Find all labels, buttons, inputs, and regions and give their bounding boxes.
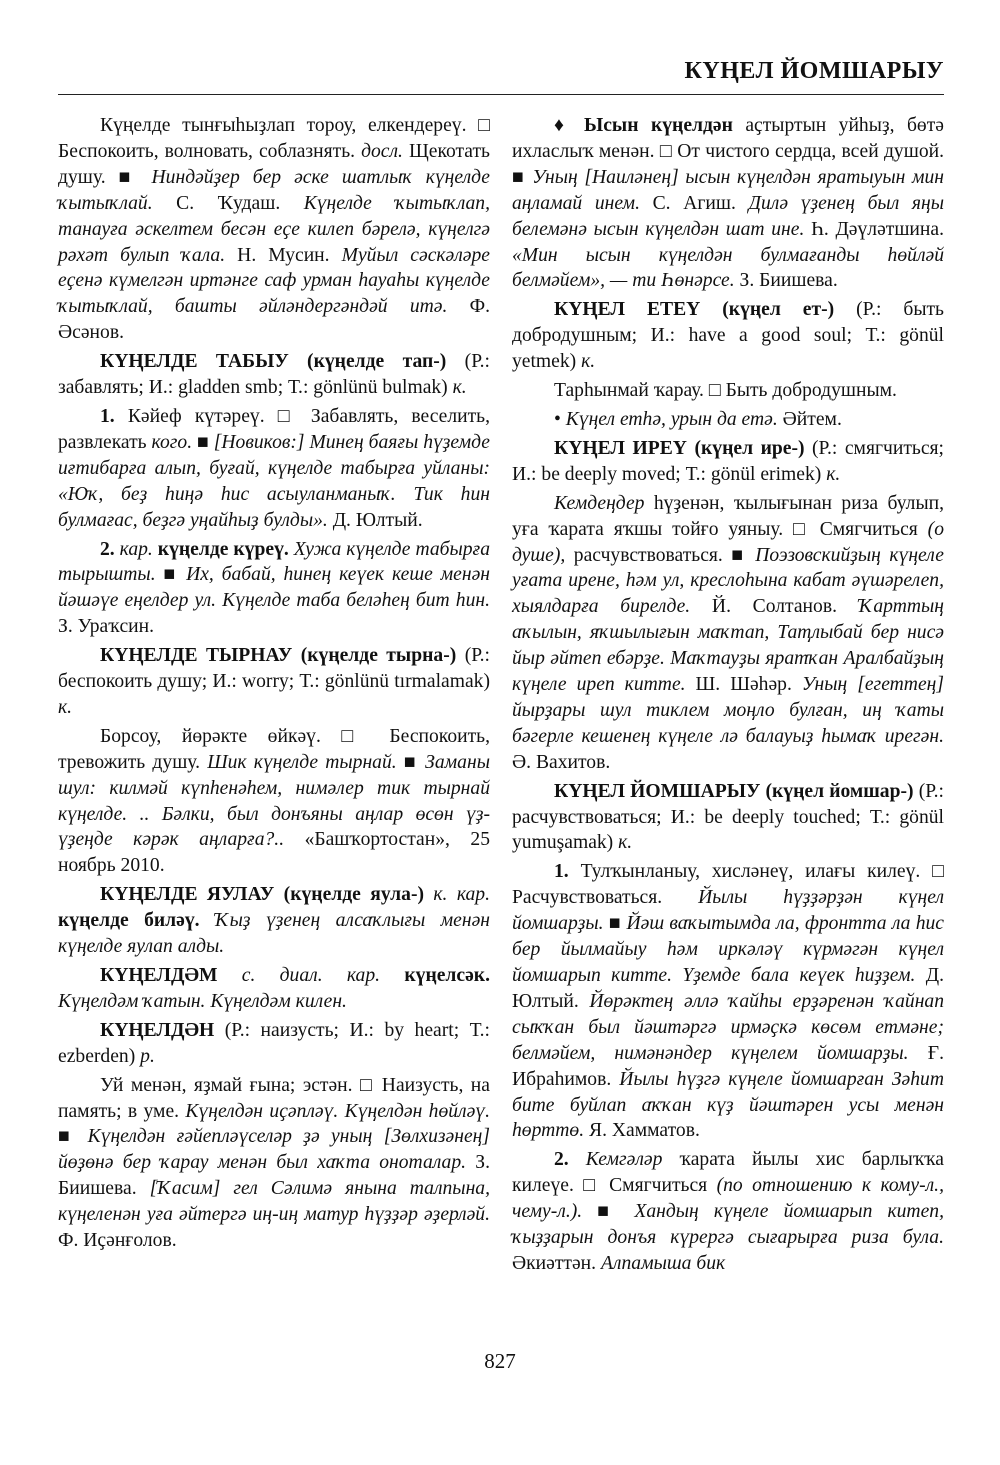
dictionary-entry xyxy=(512,1147,944,1277)
entry-text: «Башҡортостан», 25 ноябрь 2010. xyxy=(58,829,490,877)
entry-text: Быть добродушным. xyxy=(720,380,897,402)
entry-text: Әкиәттән. xyxy=(512,1252,601,1274)
entry-text: □ xyxy=(478,115,490,136)
italic-text: Дилә үҙенең был яңы белемәнә ысын күңелдән шат ине. xyxy=(512,192,944,240)
italic-text: к. xyxy=(58,696,73,718)
dictionary-entry xyxy=(58,1018,490,1070)
italic-text: р. xyxy=(140,1045,155,1067)
entry-text: Ш. Шәһәр. xyxy=(685,674,802,696)
italic-text: Күңел етһә, урын да етә. xyxy=(565,408,778,430)
dictionary-entry xyxy=(512,378,944,404)
entry-text: □ xyxy=(793,518,810,540)
example-marker: ■ xyxy=(403,751,418,773)
dictionary-entry xyxy=(512,297,944,375)
italic-text: Күңелде ҡытыҡлап, танауға әскелтем бесән еҫе килеп бәрелә, күңелгә рәхәт булып ҡала. xyxy=(58,192,490,266)
dictionary-entry xyxy=(58,724,490,879)
headword: КҮҢЕЛ ЕТЕҮ (күңел ет-) xyxy=(554,299,835,321)
running-title: КҮҢЕЛ ЙОМШАРЫУ xyxy=(684,58,944,84)
headword: КҮҢЕЛДЕ ТЫРНАУ (күңелде тырна-) xyxy=(100,645,457,667)
entry-text: Я. Хамматов. xyxy=(584,1120,700,1142)
italic-text: Күңелдәм ҡатын. Күңелдәм килен. xyxy=(58,990,347,1012)
entry-text: Наизусть, на память; в уме. xyxy=(58,1074,490,1122)
italic-text: к. xyxy=(581,351,596,373)
italic-text: [Новиков:] Минең баяғы һүҙемде иғтибарға алып, буғай, күңелде табырға уйланы: «Юҡ, беҙ һиңә һис асыуланманыҡ. Тик һин булмағас, беҙгә уңайһыҙ булды». xyxy=(58,431,490,531)
entry-text: Й. Солтанов. xyxy=(690,596,859,618)
italic-text: [Ҡасим] гел Сәлимә янына талпына, күңеленән уға әйтергә иң-иң матур һүҙҙәр әҙерләй. xyxy=(58,1178,490,1226)
entry-text: Ф. Иҫәнғолов. xyxy=(58,1230,177,1252)
italic-text: «Мин ысын күңелдән булмағанды һөйләй белмәйем», — ти Һөнәрсе. xyxy=(512,244,944,292)
page-number: 827 xyxy=(484,1349,516,1373)
italic-text: Ҡарттың аҡылын, яҡшылығын маҡтап, Таҭлыбай бер нисә йыр әйтеп ебәрҙе. Маҡтауҙы яратҡан Аралбайҙың күңеле иреп китте. xyxy=(512,596,944,696)
entry-text: □ xyxy=(932,861,944,883)
headword: КҮҢЕЛДӘН xyxy=(100,1019,215,1041)
dictionary-entry xyxy=(512,859,944,1144)
entry-text: □ xyxy=(277,405,298,427)
entry-text: Щекотать душу. xyxy=(58,140,490,188)
entry-text: Тарһынмай ҡарау. xyxy=(554,380,709,402)
entry-text: Һ. Дәүләтшина. xyxy=(804,218,944,240)
right-column xyxy=(512,113,944,1277)
entry-text: һүҙенән, ҡылығынан риза булып, уға ҡарата яҡшы тойғо уяныу. xyxy=(512,492,944,540)
dictionary-entry xyxy=(58,643,490,721)
entry-text: Расчувствоваться. xyxy=(512,887,699,909)
italic-text: к. xyxy=(826,463,841,485)
dictionary-entry xyxy=(58,537,490,641)
headword: 2. xyxy=(554,1149,569,1171)
example-marker: ■ xyxy=(512,166,526,188)
entry-text: □ xyxy=(659,140,673,162)
entry-text: ҡарата йылы хис барлыҡҡа килеүе. xyxy=(512,1149,945,1197)
italic-text: Хандың күңеле йомшарып китеп, ҡыҙҙарын донъя күрергә сығарырға риза була. xyxy=(512,1201,944,1249)
headword: КҮҢЕЛ ЙОМШАРЫУ (күңел йомшар-) xyxy=(554,780,914,802)
dictionary-entry xyxy=(58,963,490,1015)
example-marker: ■ xyxy=(58,1126,77,1148)
italic-text: Их, бабай, һинең кеүек кеше менән йәшәүе еңелдер ул. Күңелде таба беләһең бит һин. xyxy=(58,564,490,612)
italic-text: Поэзовскийҙың күңеле уғата ирене, һәм ул, креслоһына кабат әүшәрелеп, хыялдарға бирелде. xyxy=(512,544,944,618)
entry-text: Беспокоить, тревожить душу. xyxy=(58,725,490,773)
entry-text: расчувствоваться. xyxy=(565,544,732,566)
entry-text: Ф. Әсәнов. xyxy=(58,296,491,344)
entry-text: С. Ҡудаш. xyxy=(152,192,304,214)
dictionary-entry xyxy=(58,404,490,534)
headword: КҮҢЕЛДЕ ТАБЫУ (күңелде тап-) xyxy=(100,351,447,373)
italic-text: Ҡыҙ үҙенең алсаҡлығы менән күңелде яулап алды. xyxy=(58,910,490,958)
italic-text: кар. xyxy=(114,538,153,560)
italic-text: Заманы шул: килмәй күпһенәһем, нимәлер тик тырнай күңелде. .. Бәлки, был донъяны аңлар өсөн үҙ-үҙеңде кәрәк аңларға?.. xyxy=(58,751,490,851)
headword: КҮҢЕЛ ИРЕҮ (күңел ире-) xyxy=(554,437,805,459)
dictionary-entry xyxy=(512,113,944,294)
entry-text: □ xyxy=(708,380,721,402)
entry-text: Беспокоить, волновать, соблазнять. xyxy=(58,140,362,162)
entry-text: Забавлять, веселить, развлекать xyxy=(58,405,490,453)
left-column xyxy=(58,113,490,1254)
headword: 2. xyxy=(100,538,115,560)
entry-text: ♦ xyxy=(554,115,584,136)
entry-text: (Р.: беспокоить душу; И.: worry; Т.: gönlünü tırmalamak) xyxy=(58,645,491,693)
dictionary-entry xyxy=(512,491,944,776)
entry-text: Уй менән, яҙмай ғына; эстән. xyxy=(100,1074,360,1096)
italic-text: кого. xyxy=(151,431,193,453)
headword: 1. xyxy=(554,861,569,883)
dictionary-entry xyxy=(58,882,490,960)
italic-text: Йөрәктең әллә ҡайһы ерҙәренән ҡайнап сыҡҡан был йәштәргә ирмәҫкә көсөм етмәне; белмәйем, нимәнәндер күңелем йомшарҙы. xyxy=(512,990,945,1064)
entry-text: • xyxy=(554,408,566,430)
italic-text: с. диал. кар. xyxy=(217,965,381,986)
italic-text: Уның [егеттең] йырҙары шул тиклем моңло булған, иң ҡаты бәгерле кешенең күңеле лә балауыҙ һымаҡ ирегән. xyxy=(512,674,944,747)
entry-text: (Р.: расчувствоваться; И.: be deeply touched; Т.: gönül yumuşamak) xyxy=(512,780,945,854)
entry-text: Д. Юлтый. xyxy=(512,965,944,1012)
entry-text: (Р.: наизусть; И.: by heart; Т.: ezberden) xyxy=(58,1019,490,1067)
dictionary-entry xyxy=(58,1073,490,1254)
entry-text: (Р.: забавлять; И.: gladden smb; Т.: gönlünü bulmak) xyxy=(58,351,490,399)
entry-text xyxy=(582,1201,597,1222)
entry-text: □ xyxy=(341,725,369,747)
headword: КҮҢЕЛДӘМ xyxy=(100,965,218,986)
italic-text: Шик күңелде тырнай. xyxy=(207,751,397,773)
entry-text: Смягчиться xyxy=(809,518,928,540)
entry-text: Борсоу, йөрәкте өйкәү. xyxy=(100,725,342,747)
entry-text: □ xyxy=(360,1074,375,1096)
headword: КҮҢЕЛДЕ ЯУЛАУ (күңелде яула-) xyxy=(100,884,424,906)
headword: күңелде күреү. xyxy=(152,538,289,560)
dictionary-entry xyxy=(512,407,944,433)
example-marker: ■ xyxy=(118,166,139,188)
dictionary-entry xyxy=(512,436,944,488)
entry-text: От чистого сердца, всей душой. xyxy=(672,140,945,162)
italic-text: Уның [Наиләнең] ысын күңелдән яратыуын мин аңламай инем. xyxy=(512,166,945,214)
entry-text: Кәйеф күтәреү. xyxy=(114,405,278,427)
headword: күңелде биләү. xyxy=(58,910,200,932)
italic-text: Йәш ваҡытымда ла, фронтта ла һис бер йылмайыу һәм иркәләү күрмәгән күңел йомшарып китте. Үҙемде бала кеүек һиҙҙем. xyxy=(512,913,945,986)
example-marker: ■ xyxy=(597,1201,620,1223)
entry-text: аҫтыртын уйһыҙ, бөтә ихласлыҡ менән. xyxy=(512,115,944,162)
italic-text: Йылы һүҙҙәрҙән күңел йомшарҙы. xyxy=(512,887,944,935)
italic-text: Алпамыша бик xyxy=(600,1252,726,1274)
entry-text: Әйтем. xyxy=(777,408,842,430)
italic-text: досл. xyxy=(361,140,403,162)
entry-text: Тулҡынланыу, хисләнеү, илағы килеү. xyxy=(568,861,933,883)
italic-text: Кемгәләр xyxy=(568,1149,663,1171)
italic-text: к. xyxy=(452,377,467,399)
entry-text: Д. Юлтый. xyxy=(327,509,423,531)
entry-text: Күңелде тынғыһыҙлап тороу, елкендереү. xyxy=(100,115,479,136)
headword: Ысын күңелдән xyxy=(583,115,733,136)
italic-text: Йылы һүҙгә күңеле йомшарған Зәһит бите буйлап аҡҡан күҙ йәштәрен усы менән һөрттө. xyxy=(512,1068,944,1142)
entry-text: Н. Мусин. xyxy=(225,244,342,266)
running-header xyxy=(58,54,944,95)
example-marker: ■ xyxy=(608,913,622,935)
italic-text: (о душе), xyxy=(512,518,944,566)
entry-text: Смягчиться xyxy=(599,1175,717,1197)
italic-text: к. xyxy=(618,832,633,854)
italic-text: Хужа күңелде табырға тырышты. xyxy=(58,538,490,586)
entry-text: □ xyxy=(583,1175,600,1197)
dictionary-entry xyxy=(58,113,490,346)
entry-text: З. Биишева. xyxy=(58,1152,490,1200)
example-marker: ■ xyxy=(163,564,179,586)
example-marker: ■ xyxy=(197,431,209,453)
entry-text: С. Агиш. xyxy=(639,192,749,214)
entry-text: Ә. Вахитов. xyxy=(512,751,611,773)
italic-text: Муйыл сәскәләре еҫенә күмелгән иртәнге саф урман һауаһы күңелде ҡытыҡлай, башты әйләндергәндәй итә. xyxy=(58,244,490,318)
dictionary-entry xyxy=(512,779,944,857)
italic-text: (по отношению к кому-л., чему-л.). xyxy=(512,1175,944,1223)
entry-text: (Р.: быть добродушным; И.: have a good soul; Т.: gönül yetmek) xyxy=(512,299,944,373)
italic-text: Кемдеңдер xyxy=(554,492,645,514)
entry-text: Ғ. Ибраһимов. xyxy=(512,1042,944,1090)
entry-text xyxy=(397,752,404,773)
headword: 1. xyxy=(100,405,115,427)
headword: күңелсәк. xyxy=(380,965,490,986)
italic-text: Күңелдән ғәйепләүселәр ҙә уның [Зөлхизәнең] йөҙөнә бер ҡарау менән был хаҡта оноталар. xyxy=(58,1126,491,1174)
entry-text: З. Биишева. xyxy=(734,270,838,292)
italic-text: Ниндәйҙер бер әске шатлыҡ күңелде ҡытыҡлай. xyxy=(58,166,490,214)
italic-text: к. кар. xyxy=(424,884,490,906)
entry-text: З. Ураҡсин. xyxy=(58,616,155,638)
italic-text: Күңелдән иҫәпләү. Күңелдән һөйләү. xyxy=(185,1100,490,1122)
dictionary-entry xyxy=(58,349,490,401)
entry-text: (Р.: смягчиться; И.: be deeply moved; Т.: gönül erimek) xyxy=(512,437,945,485)
example-marker: ■ xyxy=(731,544,747,566)
